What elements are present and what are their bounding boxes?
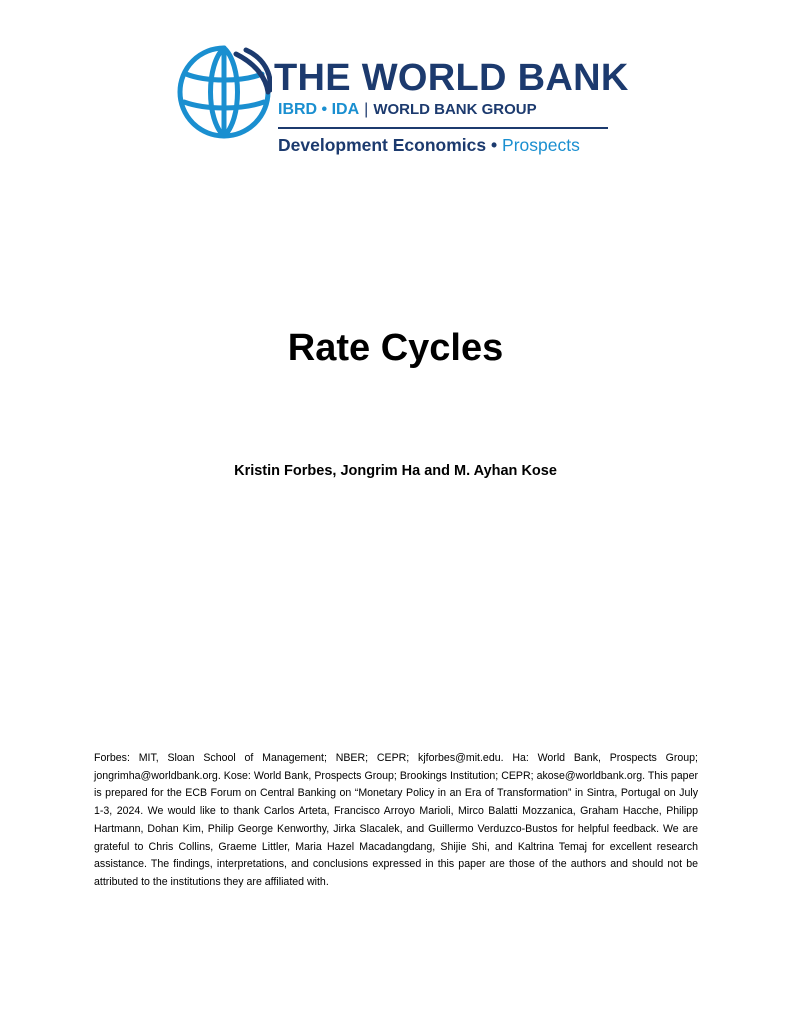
logo-group: WORLD BANK GROUP [373, 101, 537, 118]
author-footnote: Forbes: MIT, Sloan School of Management; NBER; CEPR; kjforbes@mit.edu. Ha: World Bank, Prospects Group; jongrimha@worldbank.org. Kose: World Bank, Prospects Group; Brookings Institution; CEPR; akose@worldbank.org. This paper is prepared for the ECB Forum on Central Banking on “Monetary Policy in an Era of Transformation” in Sintra, Portugal on July 1-3, 2024. We would like to thank Carlos Arteta, Francisco Arroyo Marioli, Mirco Balatti Mozzanica, Graham Hacche, Philipp Hartmann, Dohan Kim, Philip George Kenworthy, Jirka Slacalek, and Guillermo Verduzco-Bustos for helpful feedback. We are grateful to Chris Collins, Graeme Littler, Maria Hazel Macadangdang, Shijie Shi, and Kaltrina Temaj for excellent research assistance. The findings, interpretations, and conclusions expressed in this paper are those of the authors and should not be attributed to the institutions they are affiliated with. [94, 752, 698, 888]
logo-title: THE WORLD BANK [274, 57, 629, 99]
logo-divider [278, 127, 608, 129]
world-bank-logo [176, 44, 629, 156]
logo-dot: • [491, 135, 498, 155]
logo-ibrd-ida: IBRD • IDA [278, 101, 360, 118]
logo-subtitle [278, 100, 537, 120]
logo-prospects: Prospects [502, 135, 580, 155]
logo-separator: | [364, 101, 369, 118]
logo-department [278, 134, 580, 156]
paper-authors: Kristin Forbes, Jongrim Ha and M. Ayhan Kose [234, 463, 557, 479]
logo-dev-econ: Development Economics [278, 135, 487, 155]
globe-icon [176, 44, 272, 140]
paper-title: Rate Cycles [287, 327, 504, 369]
